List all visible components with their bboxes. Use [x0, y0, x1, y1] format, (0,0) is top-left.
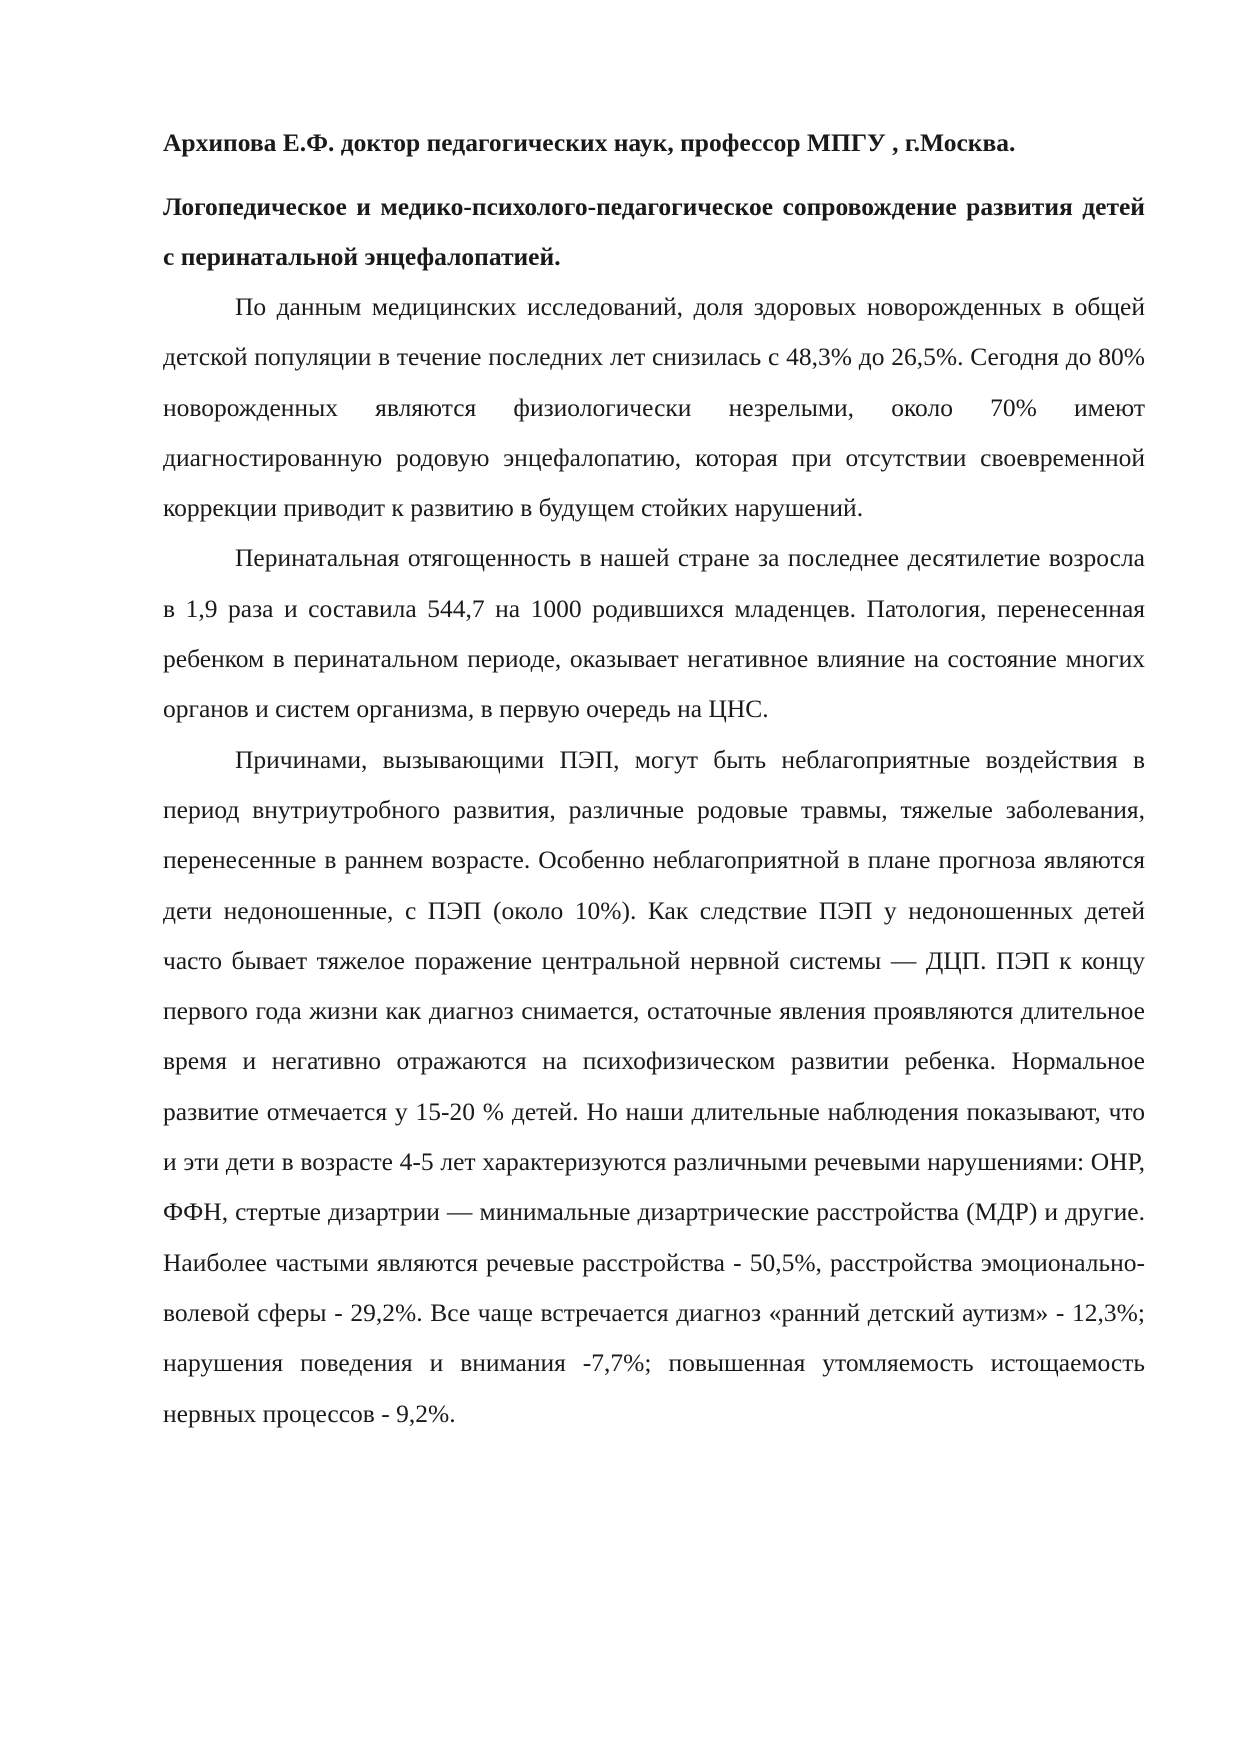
paragraph-3: Причинами, вызывающими ПЭП, могут быть неблагоприятные воздействия в период внутриутробного развития, различные родовые травмы, тяжелые заболевания, перенесенные в раннем возрасте. Особенно неблагоприятной в плане прогноза являются дети недоношенные, с ПЭП (около 10%). Как следствие ПЭП у недоношенных детей часто бывает тяжелое поражение центральной нервной системы — ДЦП. ПЭП к концу первого года жизни как диагноз снимается, остаточные явления проявляются длительное время и негативно отражаются на психофизическом развитии ребенка. Нормальное развитие отмечается у 15-20 % детей. Но наши длительные наблюдения показывают, что и эти дети в возрасте 4-5 лет характеризуются различными речевыми нарушениями: ОНР, ФФН, стертые дизартрии — минимальные дизартрические расстройства (МДР) и другие. Наиболее частыми являются речевые расстройства - 50,5%, расстройства эмоционально-волевой сферы - 29,2%. Все чаще встречается диагноз «ранний детский аутизм» - 12,3%; нарушения поведения и внимания -7,7%; повышенная утомляемость истощаемость нервных процессов - 9,2%. [163, 744, 1145, 1428]
document-body [163, 118, 1145, 1439]
document-title: Логопедическое и медико-психолого-педагогическое сопровождение развития детей с перинатальной энцефалопатией. [163, 192, 1145, 271]
author-line: Архипова Е.Ф. доктор педагогических наук, профессор МПГУ , г.Москва. [163, 128, 1016, 157]
paragraph-1: По данным медицинских исследований, доля здоровых новорожденных в общей детской популяции в течение последних лет снизилась с 48,3% до 26,5%. Сегодня до 80% новорожденных являются физиологически незрелыми, около 70% имеют диагностированную родовую энцефалопатию, которая при отсутствии своевременной коррекции приводит к развитию в будущем стойких нарушений. [163, 292, 1145, 523]
paragraph-2: Перинатальная отягощенность в нашей стране за последнее десятилетие возросла в 1,9 раза и составила 544,7 на 1000 родившихся младенцев. Патология, перенесенная ребенком в перинатальном периоде, оказывает негативное влияние на состояние многих органов и систем организма, в первую очередь на ЦНС. [163, 543, 1145, 724]
